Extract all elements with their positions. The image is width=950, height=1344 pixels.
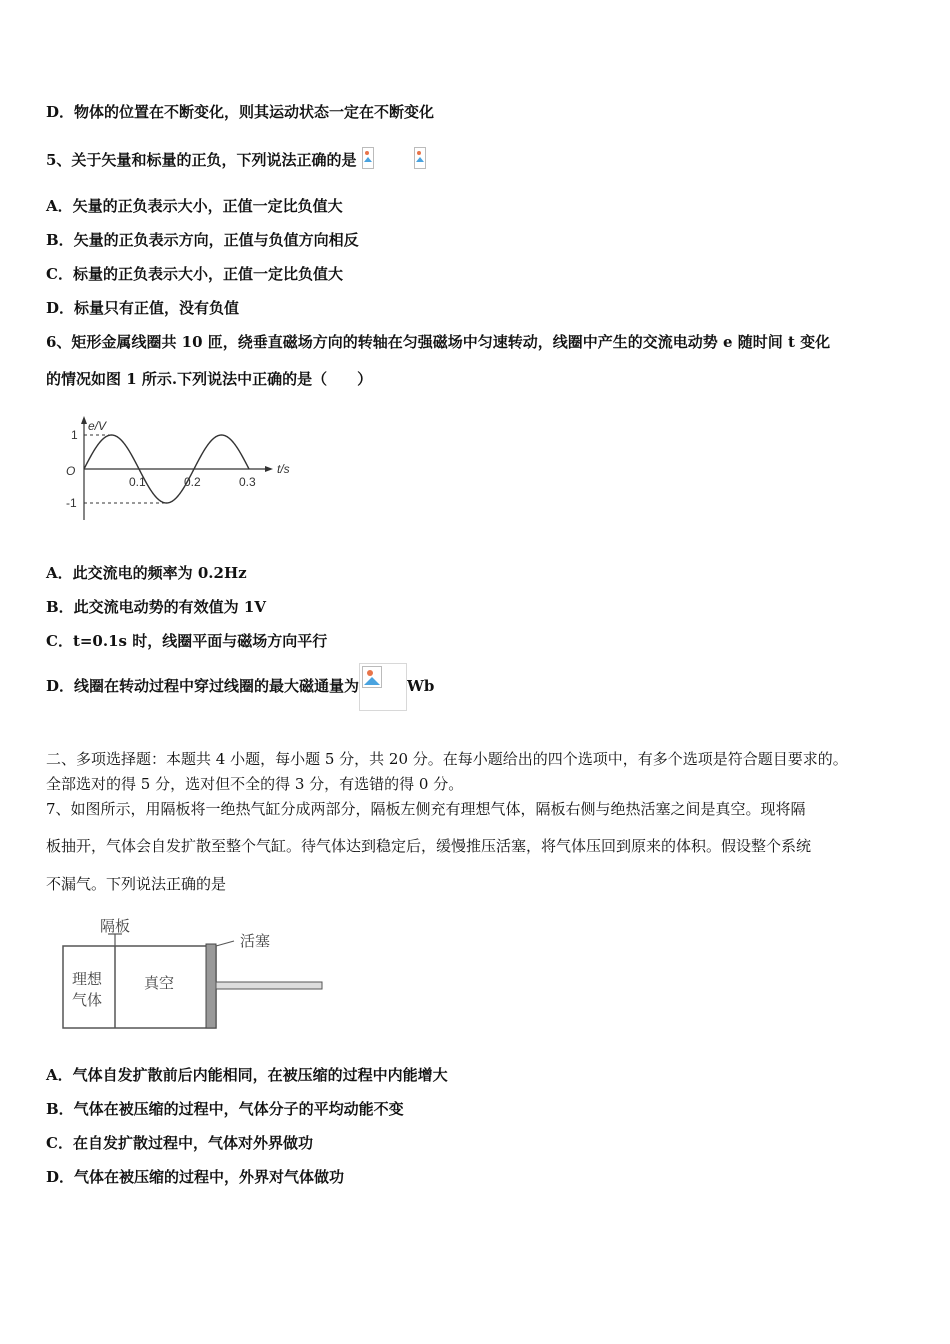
q6-option-a: A．此交流电的频率为 0.2Hz (46, 564, 247, 582)
q5-option-b: B．矢量的正负表示方向，正值与负值方向相反 (46, 231, 359, 249)
q6-option-c: C．t=0.1s 时，线圈平面与磁场方向平行 (46, 632, 328, 650)
emf-time-chart (56, 412, 306, 522)
y-tick-label: 1 (71, 428, 78, 442)
origin-label: O (66, 464, 76, 478)
x-axis-label: t/s (277, 462, 290, 476)
q6-stem-line2: 的情况如图 1 所示.下列说法中正确的是（ ） (46, 370, 373, 388)
partition-label: 隔板 (100, 919, 131, 935)
y-axis-arrow (81, 416, 87, 424)
gas-label-2: 气体 (72, 993, 103, 1009)
vacuum-label: 真空 (144, 976, 175, 992)
broken-image-icon (362, 147, 374, 169)
piston-leader (216, 941, 234, 946)
y-axis-label: e/V (88, 419, 107, 433)
broken-image-icon (359, 663, 407, 711)
q7-option-a: A．气体自发扩散前后内能相同，在被压缩的过程中内能增大 (46, 1066, 448, 1084)
q5-stem (46, 147, 426, 170)
gas-label-1: 理想 (72, 972, 103, 988)
y-tick-label: -1 (66, 496, 77, 510)
q7-stem-line3: 不漏气。下列说法正确的是 (46, 875, 227, 893)
q5-option-d: D．标量只有正值，没有负值 (46, 299, 240, 317)
piston (206, 944, 216, 1028)
q6-option-d-unit: Wb (407, 677, 435, 695)
piston-label: 活塞 (240, 934, 271, 950)
q6-stem-line1: 6、矩形金属线圈共 10 匝，绕垂直磁场方向的转轴在匀强磁场中匀速转动，线圈中产生的交流电动势 e 随时间 t 变化 (46, 333, 831, 351)
piston-rod (216, 982, 322, 989)
q6-option-b: B．此交流电动势的有效值为 1V (46, 598, 266, 616)
x-tick-label: 0.1 (129, 475, 146, 489)
q6-option-d (46, 662, 434, 711)
section2-line1: 二、多项选择题：本题共 4 小题，每小题 5 分，共 20 分。在每小题给出的四个选项中，有多个选项是符合题目要求的。 (46, 750, 848, 768)
x-tick-label: 0.2 (184, 475, 201, 489)
q7-option-c: C．在自发扩散过程中，气体对外界做功 (46, 1134, 313, 1152)
q6-option-d-prefix: D．线圈在转动过程中穿过线圈的最大磁通量为 (46, 677, 360, 695)
q4-option-d: D．物体的位置在不断变化，则其运动状态一定在不断变化 (46, 103, 435, 121)
q7-stem-line2: 板抽开，气体会自发扩散至整个气缸。待气体达到稳定后，缓慢推压活塞，将气体压回到原来的体积。假设整个系统 (46, 837, 812, 855)
broken-image-icon (414, 147, 426, 169)
q5-option-a: A．矢量的正负表示大小，正值一定比负值大 (46, 197, 343, 215)
section2-line2: 全部选对的得 5 分，选对但不全的得 3 分，有选错的得 0 分。 (46, 775, 464, 793)
x-tick-label: 0.3 (239, 475, 256, 489)
q7-stem-line1: 7、如图所示，用隔板将一绝热气缸分成两部分，隔板左侧充有理想气体，隔板右侧与绝热活塞之间是真空。现将隔 (46, 800, 806, 818)
x-axis-arrow (265, 466, 273, 472)
q7-option-d: D．气体在被压缩的过程中，外界对气体做功 (46, 1168, 345, 1186)
cylinder-diagram (60, 912, 330, 1034)
q5-option-c: C．标量的正负表示大小，正值一定比负值大 (46, 265, 343, 283)
q5-stem-text: 5、关于矢量和标量的正负，下列说法正确的是 (46, 151, 357, 169)
q7-option-b: B．气体在被压缩的过程中，气体分子的平均动能不变 (46, 1100, 404, 1118)
